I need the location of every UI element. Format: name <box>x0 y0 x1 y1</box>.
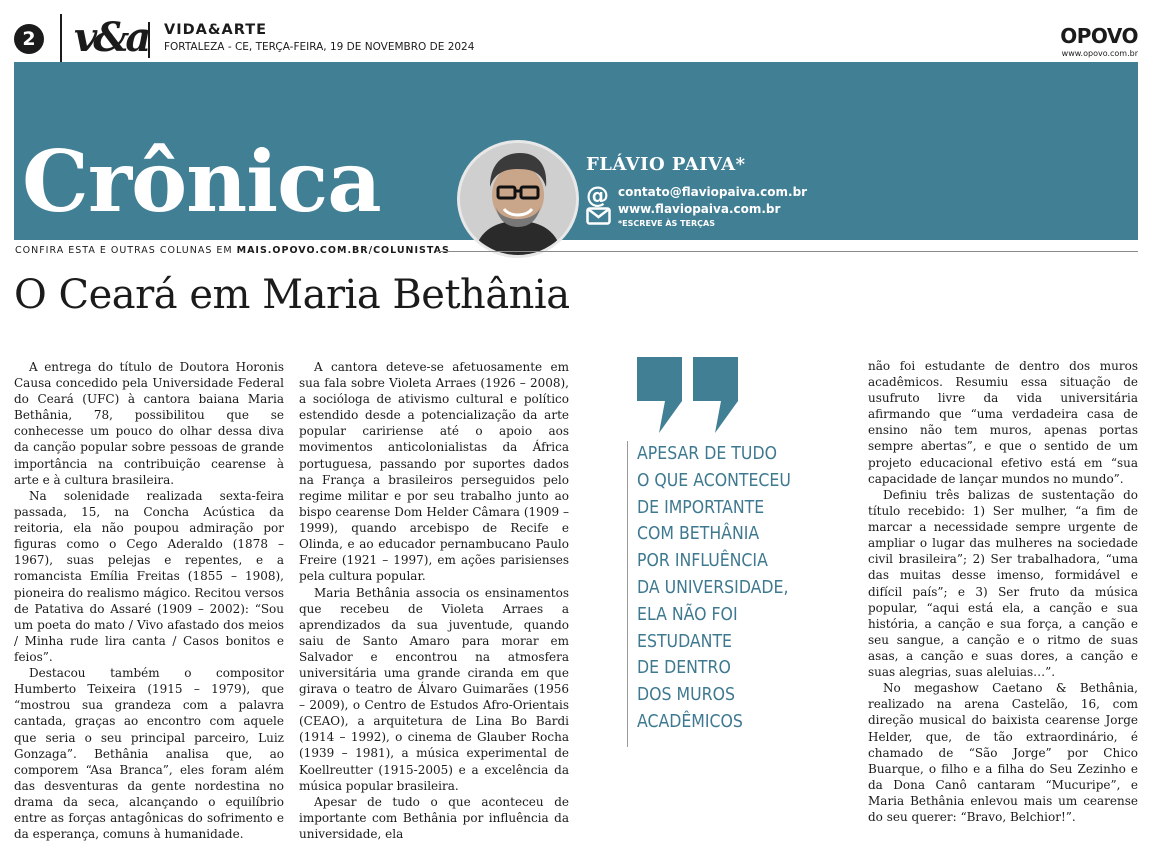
quote-divider <box>627 441 628 747</box>
section-header <box>148 22 474 58</box>
author-photo <box>457 140 579 258</box>
brand-name: OPOVO <box>1060 24 1138 48</box>
author-email-link[interactable]: contato@flaviopaiva.com.br <box>618 185 808 199</box>
schedule-note: *ESCREVE ÀS TERÇAS <box>618 219 715 228</box>
paragraph: A cantora deteve-se afetuosamente em sua fala sobre Violeta Arraes (1926 – 2008), a socióloga de ativismo cultural e político estendido desde a potencialização da arte popular caririense até o apoio aos movimentos anticolonialistas da África portuguesa, passando por suportes dados na França a brasileiros perseguidos pelo regime militar e por seu trabalho junto ao bispo cearense Dom Helder Câmara (1909 – 1999), quando arcebispo de Recife e Olinda, e ao educador pernambucano Paulo Freire (1921 – 1997), em ações parisienses pela cultura popular. <box>299 360 569 584</box>
column-banner <box>14 62 1138 240</box>
section-name: VIDA&ARTE <box>164 22 268 38</box>
more-columns-line <box>15 245 450 256</box>
author-portrait-icon <box>460 143 576 255</box>
article-column-2 <box>299 359 569 842</box>
paragraph: Apesar de tudo o que aconteceu de importante com Bethânia por influência da universidade, ela <box>299 794 569 842</box>
page-number: 2 <box>14 24 44 54</box>
pull-quote-line: DOS MUROS <box>637 685 735 706</box>
pull-quote-line: APESAR DE TUDO <box>637 444 777 464</box>
pull-quote-line: ESTUDANTE <box>637 631 733 652</box>
brand <box>1060 24 1138 58</box>
divider <box>436 251 1138 252</box>
envelope-icon <box>586 207 611 225</box>
section-logo <box>60 14 148 64</box>
article-column-1 <box>14 359 284 842</box>
article-headline: O Ceará em Maria Bethânia <box>14 272 570 318</box>
dateline: FORTALEZA - CE, TERÇA-FEIRA, 19 DE NOVEMBRO DE 2024 <box>164 41 475 53</box>
brand-url: www.opovo.com.br <box>1061 49 1138 58</box>
pull-quote-line: POR INFLUÊNCIA <box>637 551 768 572</box>
paragraph: Na solenidade realizada sexta-feira passada, 15, na Concha Acústica da reitoria, ela não poupou admiração por figuras como o Cego Aderaldo (1878 – 1967), suas pelejas e repentes, e a romancista Emília Freitas (1855 – 1908), pioneira do realismo mágico. Recitou versos de Patativa do Assaré (1909 – 2002): “Sou um poeta do mato / Vivo afastado dos meios / Minha rude lira canta / Casos bonitos e feios”. <box>14 488 284 664</box>
author-name: FLÁVIO PAIVA* <box>586 154 746 175</box>
pull-quote-line: ELA NÃO FOI <box>637 604 738 625</box>
quote-marks-icon <box>637 357 742 433</box>
pull-quote-line: ACADÊMICOS <box>637 711 743 732</box>
paragraph: Definiu três balizas de sustentação do título recebido: 1) Ser mulher, “a fim de marcar a necessidade sempre urgente de ampliar o lugar das mulheres na sociedade civil brasileira”; 2) Ser trabalhadora, “uma das muitas desse imenso, formidável e difícil país”; e 3) Ser fruto da música popular, “aqui está ela, a canção e sua história, a canção e sua força, a canção e seu sangue, a canção e o ritmo de suas asas, a canção e suas dores, a canção e suas alegrias, suas aleluias…”. <box>868 487 1138 679</box>
paragraph: Maria Bethânia associa os ensinamentos que recebeu de Violeta Arraes a aprendizados da sua juventude, quando saiu de Santo Amaro para morar em Salvador e encontrou na atmosfera universitária uma grande ciranda em que girava o teatro de Álvaro Guimarães (1956 – 2009), o Centro de Estudos Afro-Orientais (CEAO), a arquitetura de Lina Bo Bardi (1914 – 1992), o cinema de Glauber Rocha (1939 – 1981), a música experimental de Koellreutter (1915-2005) e a excelência da música popular brasileira. <box>299 585 569 793</box>
pull-quote-line: DE IMPORTANTE <box>637 497 765 518</box>
pull-quote <box>637 441 812 736</box>
more-columns-link[interactable]: MAIS.OPOVO.COM.BR/COLUNISTAS <box>236 245 450 256</box>
paragraph: não foi estudante de dentro dos muros acadêmicos. Resumiu essa situação de usufruto livre da vida universitária afirmando que “uma verdadeira casa de ensino não tem muros, apenas portas sempre abertas”, e que o sentido de um projeto educacional efetivo está em “sua capacidade de lançar mundos no mundo”. <box>868 359 1138 486</box>
section-logo-text: v&a <box>74 14 148 61</box>
pull-quote-line: DE DENTRO <box>637 658 731 679</box>
column-title: Crônica <box>22 132 381 231</box>
paragraph: No megashow Caetano & Bethânia, realizado na arena Castelão, 16, com direção musical do baixista cearense Jorge Helder, que, de tão extraordinário, é chamado de “São Jorge” por Chico Buarque, o filho e a filha do Seu Zezinho e da Dona Canô cantaram “Mucuripe”, e Maria Bethânia enlevou mais um cearense do seu querer: “Bravo, Belchior!”. <box>868 681 1138 824</box>
article-column-4 <box>868 358 1138 825</box>
pull-quote-line: O QUE ACONTECEU <box>637 470 791 491</box>
author-website-link[interactable]: www.flaviopaiva.com.br <box>618 202 781 216</box>
pull-quote-line: DA UNIVERSIDADE, <box>637 577 789 598</box>
at-icon: @ <box>586 183 609 209</box>
paragraph: Destacou também o compositor Humberto Teixeira (1915 – 1979), que “mostrou sua grandeza com a palavra cantada, graças ao encontro com aquele que seria o seu principal parceiro, Luiz Gonzaga”. Bethânia analisa que, ao comporem “Asa Branca”, eles foram além das desventuras da gente nordestina no drama da seca, alcançando o equilíbrio entre as forças antagônicas do sofrimento e da esperança, comuns à humanidade. <box>14 666 284 842</box>
more-columns-prefix: CONFIRA ESTA E OUTRAS COLUNAS EM <box>15 245 237 256</box>
paragraph: A entrega do título de Doutora Horonis Causa concedido pela Universidade Federal do Ceará (UFC) à cantora baiana Maria Bethânia, 78, possibilitou que se conhecesse um pouco do olhar dessa diva da canção popular sobre pessoas de grande importância na contribuição cearense à arte e à cultura brasileira. <box>14 360 284 487</box>
pull-quote-line: COM BETHÂNIA <box>637 524 760 545</box>
